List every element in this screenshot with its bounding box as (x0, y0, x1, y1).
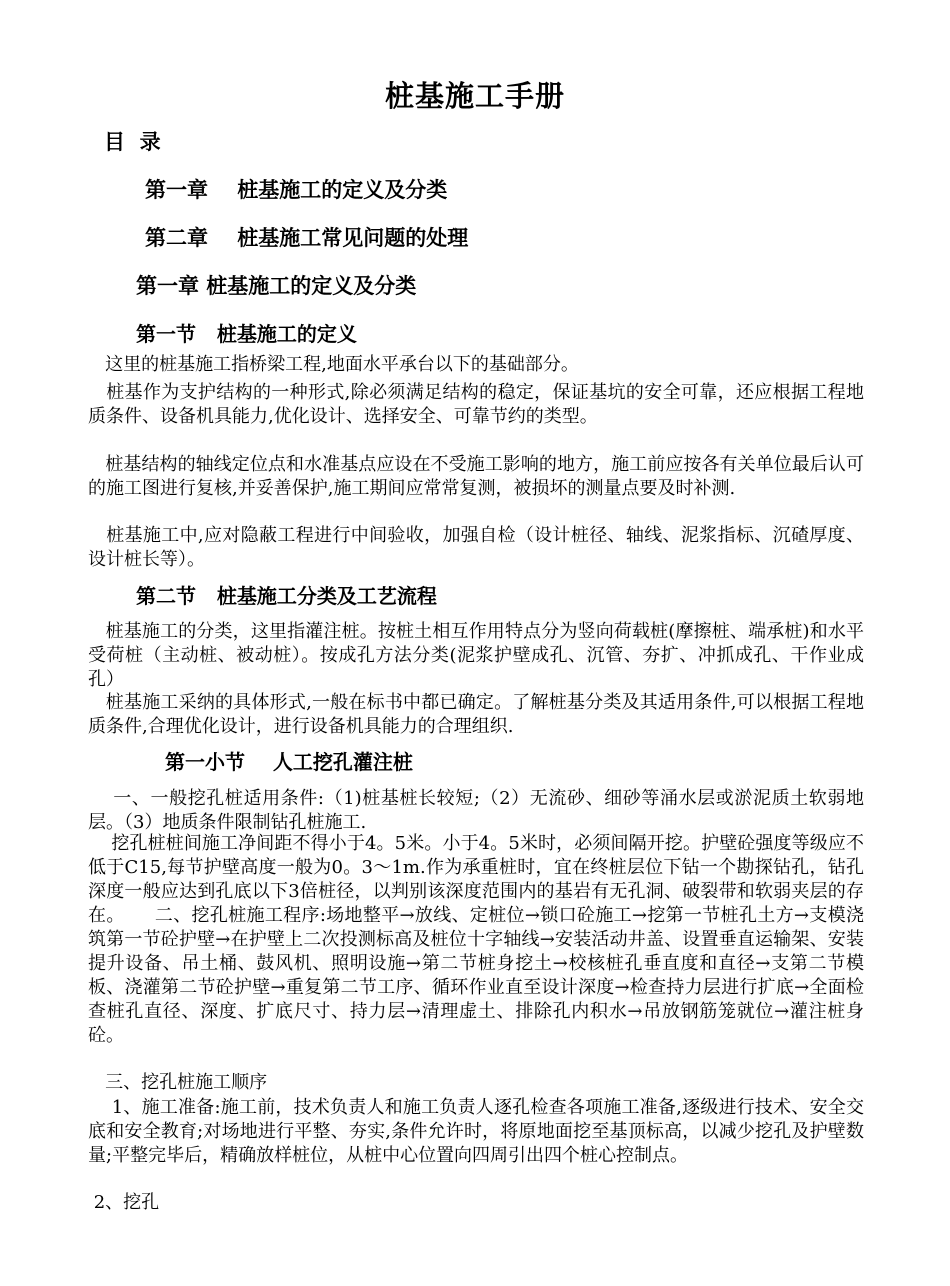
toc-entry-chapter-1: 第一章 桩基施工的定义及分类 (145, 178, 448, 202)
paragraph: 三、挖孔桩施工顺序 (88, 1072, 268, 1093)
paragraph: 桩基结构的轴线定位点和水准基点应设在不受施工影响的地方，施工前应按各有关单位最后认可的施工图进行复核,并妥善保护,施工期间应常常复测，被损坏的测量点要及时补测. (88, 454, 864, 499)
document-title: 桩基施工手册 (384, 79, 565, 113)
toc-heading: 目 录 (104, 130, 161, 154)
subsection-1-heading: 第一小节 人工挖孔灌注桩 (165, 750, 413, 774)
paragraph: 挖孔桩桩间施工净间距不得小于4。5米。小于4。5米时，必须间隔开挖。护壁砼强度等级应不低于C15,每节护壁高度一般为0。3～1m.作为承重桩时，宜在终桩层位下钻一个勘探钻孔，钻孔深度一般应达到孔底以下3倍桩径，以判别该深度范围内的基岩有无孔洞、破裂带和软弱夹层的存在。 二、挖孔桩施工程序:场地整平→放线、定桩位→锁口砼施工→挖第一节桩孔土方→支模浇筑第一节砼护壁→在护壁上二次投测标高及桩位十字轴线→安装活动井盖、设置垂直运输架、安装提升设备、吊土桶、鼓风机、照明设施→第二节桩身挖土→校核桩孔垂直度和直径→支第二节模板、浇灌第二节砼护壁→重复第二节工序、循环作业直至设计深度→检查持力层进行扩底→全面检查桩孔直径、深度、扩底尺寸、持力层→清理虚土、排除孔内积水→吊放钢筋笼就位→灌注桩身砼。 (88, 833, 865, 1046)
section-1-heading: 第一节 桩基施工的定义 (136, 322, 357, 346)
paragraph: 2、挖孔 (88, 1192, 160, 1213)
paragraph: 桩基施工中,应对隐蔽工程进行中间验收，加强自检（设计桩径、轴线、泥浆指标、沉碴厚度、设计桩长等）。 (88, 525, 864, 570)
section-2-heading: 第二节 桩基施工分类及工艺流程 (136, 584, 437, 608)
paragraph: 桩基施工的分类，这里指灌注桩。按桩土相互作用特点分为竖向荷载桩(摩擦桩、端承桩)和水平受荷桩（主动桩、被动桩）。按成孔方法分类(泥浆护壁成孔、沉管、夯扩、冲抓成孔、干作业成孔） (88, 621, 864, 690)
paragraph: 1、施工准备:施工前，技术负责人和施工负责人逐孔检查各项施工准备,逐级进行技术、安全交底和安全教育;对场地进行平整、夯实,条件允许时，将原地面挖至基顶标高，以减少挖孔及护壁数量;平整完毕后，精确放样桩位，从桩中心位置向四周引出四个桩心控制点。 (88, 1097, 865, 1166)
toc-entry-chapter-2: 第二章 桩基施工常见问题的处理 (145, 226, 469, 250)
chapter-1-heading: 第一章 桩基施工的定义及分类 (136, 274, 417, 298)
paragraph: 桩基施工采纳的具体形式,一般在标书中都已确定。了解桩基分类及其适用条件,可以根据工程地质条件,合理优化设计，进行设备机具能力的合理组织. (88, 692, 864, 737)
paragraph: 一、一般挖孔桩适用条件:（1)桩基桩长较短;（2）无流砂、细砂等涌水层或淤泥质土软弱地层。（3）地质条件限制钻孔桩施工. (88, 788, 864, 833)
paragraph: 桩基作为支护结构的一种形式,除必须满足结构的稳定，保证基坑的安全可靠，还应根据工程地质条件、设备机具能力,优化设计、选择安全、可靠节约的类型。 (88, 382, 864, 427)
paragraph: 这里的桩基施工指桥梁工程,地面水平承台以下的基础部分。 (88, 354, 579, 375)
